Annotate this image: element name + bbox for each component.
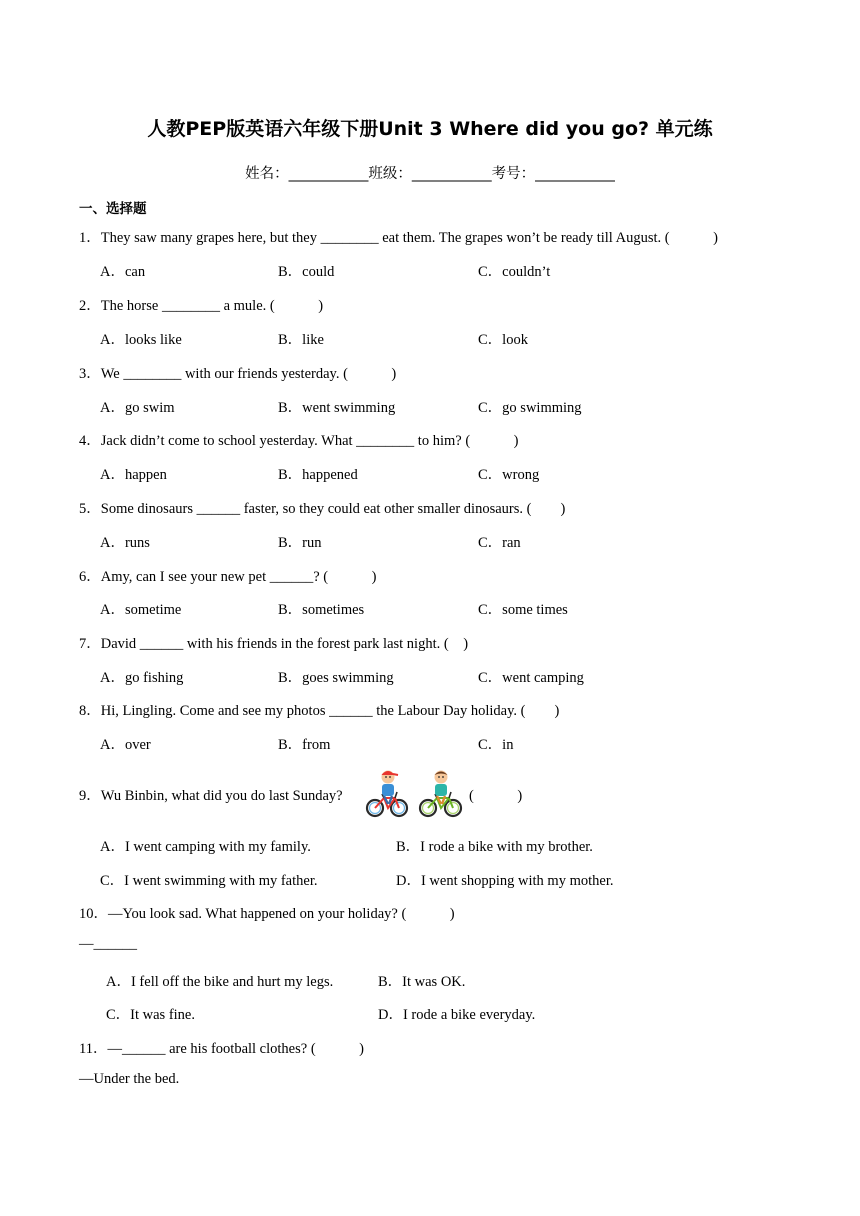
question-11-stem: 11．—______ are his football clothes? ( ) <box>79 1041 364 1057</box>
question-4-option-a: A．happen <box>100 467 167 483</box>
question-6-stem: 6．Amy, can I see your new pet ______? ( ) <box>79 569 377 585</box>
question-7-option-c: C．went camping <box>478 670 584 686</box>
question-9-option-a: A．I went camping with my family. <box>100 839 311 855</box>
question-3-stem: 3．We ________ with our friends yesterday. ( ) <box>79 366 397 382</box>
question-7-option-b: B．goes swimming <box>278 670 394 686</box>
question-1-option-a: A．can <box>100 264 146 280</box>
question-9-option-c: C．I went swimming with my father. <box>100 873 318 889</box>
question-6-option-b: B．sometimes <box>278 602 365 618</box>
section-heading: 一、选择题 <box>79 201 147 217</box>
question-8-option-b: B．from <box>278 737 331 753</box>
question-2-option-b: B．like <box>278 332 324 348</box>
question-1-stem: 1．They saw many grapes here, but they ________ eat them. The grapes won’t be ready till August. ( ) <box>79 230 718 246</box>
question-6-option-a: A．sometime <box>100 602 182 618</box>
question-10-option-b: B．It was OK. <box>378 974 466 990</box>
student-info-line: 姓名：___________班级：___________考号：___________ <box>245 166 615 182</box>
question-3-option-a: A．go swim <box>100 400 175 416</box>
question-10-reply: —______ <box>79 936 137 952</box>
question-4-option-c: C．wrong <box>478 467 540 483</box>
question-9-answer-paren: ( ) <box>469 788 523 804</box>
question-4-stem: 4．Jack didn’t come to school yesterday. What ________ to him? ( ) <box>79 433 519 449</box>
question-7-stem: 7．David ______ with his friends in the forest park last night. ( ) <box>79 636 469 652</box>
question-10-option-c: C．It was fine. <box>106 1007 195 1023</box>
question-1-option-c: C．couldn’t <box>478 264 551 280</box>
question-4-option-b: B．happened <box>278 467 358 483</box>
question-7-option-a: A．go fishing <box>100 670 184 686</box>
question-5-option-b: B．run <box>278 535 322 551</box>
question-3-option-c: C．go swimming <box>478 400 582 416</box>
question-2-option-a: A．looks like <box>100 332 182 348</box>
question-9-option-d: D．I went shopping with my mother. <box>396 873 614 889</box>
question-1-option-b: B．could <box>278 264 335 280</box>
question-2-option-c: C．look <box>478 332 528 348</box>
boy-on-bike-left-icon <box>367 771 407 817</box>
boy-on-bike-right-icon <box>420 771 461 817</box>
question-8-option-c: C．in <box>478 737 514 753</box>
question-8-option-a: A．over <box>100 737 151 753</box>
question-5-option-c: C．ran <box>478 535 521 551</box>
question-8-stem: 8．Hi, Lingling. Come and see my photos ______ the Labour Day holiday. ( ) <box>79 703 560 719</box>
question-5-stem: 5．Some dinosaurs ______ faster, so they could eat other smaller dinosaurs. ( ) <box>79 501 566 517</box>
question-9-stem: 9．Wu Binbin, what did you do last Sunday? <box>79 788 343 804</box>
page-title: 人教PEP版英语六年级下册Unit 3 Where did you go? 单元练 <box>147 118 713 140</box>
question-5-option-a: A．runs <box>100 535 150 551</box>
question-11-reply: —Under the bed. <box>79 1071 180 1087</box>
question-6-option-c: C．some times <box>478 602 568 618</box>
question-9-option-b: B．I rode a bike with my brother. <box>396 839 593 855</box>
two-boys-riding-bikes-illustration <box>362 766 464 818</box>
question-3-option-b: B．went swimming <box>278 400 396 416</box>
question-2-stem: 2．The horse ________ a mule. ( ) <box>79 298 324 314</box>
question-10-option-d: D．I rode a bike everyday. <box>378 1007 536 1023</box>
question-10-option-a: A．I fell off the bike and hurt my legs. <box>106 974 334 990</box>
question-10-stem: 10．—You look sad. What happened on your holiday? ( ) <box>79 906 455 922</box>
